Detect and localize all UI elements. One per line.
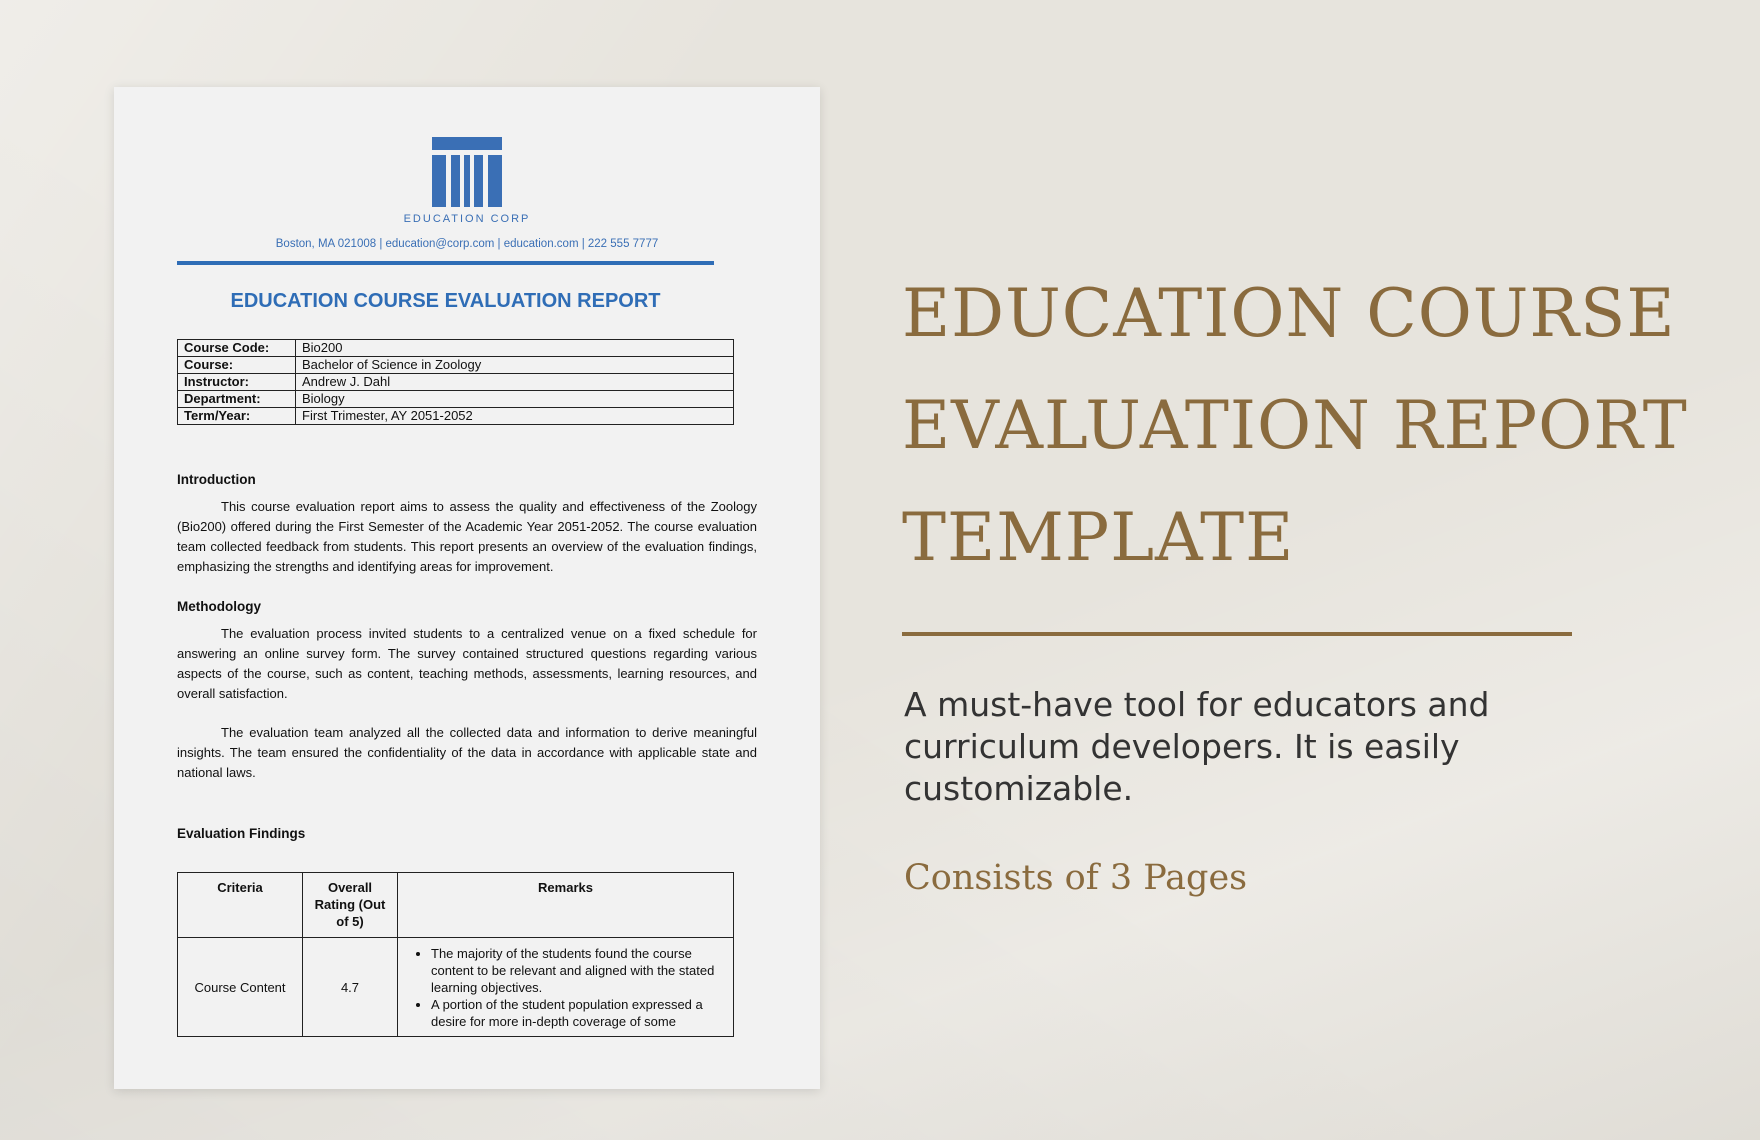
remarks-cell — [398, 938, 734, 1037]
promo-divider — [902, 632, 1572, 636]
info-label: Department: — [178, 391, 296, 408]
info-value: Biology — [296, 391, 734, 408]
column-header-remarks: Remarks — [398, 873, 734, 938]
introduction-text: This course evaluation report aims to assess the quality and effectiveness of the Zoology (Bio200) offered during the First Semester of the Academic Year 2051-2052. The course evaluation team collected feedback from students. This report presents an overview of the evaluation findings, emphasizing the strengths and identifying areas for improvement. — [177, 499, 757, 574]
info-value: Andrew J. Dahl — [296, 374, 734, 391]
page-count-label: Consists of 3 Pages — [904, 858, 1248, 898]
table-header-row — [178, 873, 734, 938]
info-label: Course: — [178, 357, 296, 374]
course-info-table — [177, 339, 734, 425]
table-row — [178, 340, 734, 357]
column-header-rating: Overall Rating (Out of 5) — [303, 873, 398, 938]
document-title: EDUCATION COURSE EVALUATION REPORT — [230, 290, 661, 312]
document-preview — [114, 87, 820, 1089]
info-label: Term/Year: — [178, 408, 296, 425]
table-row — [178, 408, 734, 425]
introduction-heading: Introduction — [177, 472, 256, 487]
evaluation-findings-table — [177, 872, 734, 1037]
contact-line: Boston, MA 021008 | education@corp.com | education.com | 222 555 7777 — [275, 238, 659, 250]
remarks-list — [399, 945, 728, 1030]
criteria-cell: Course Content — [178, 938, 303, 1037]
table-row — [178, 391, 734, 408]
methodology-paragraph-2: The evaluation team analyzed all the collected data and information to derive meaningful insights. The team ensured the confidentiality of the data in accordance with applicable state and national laws. — [177, 725, 757, 780]
methodology-paragraph-1: The evaluation process invited students to a centralized venue on a fixed schedule for answering an online survey form. The survey contained structured questions regarding various aspects of the course, such as content, teaching methods, assessments, learning resources, and overall satisfaction. — [177, 626, 757, 701]
column-header-criteria: Criteria — [178, 873, 303, 938]
promo-subtitle: A must-have tool for educators and curriculum developers. It is easily customizable. — [904, 685, 1490, 808]
info-value: Bachelor of Science in Zoology — [296, 357, 734, 374]
info-value: First Trimester, AY 2051-2052 — [296, 408, 734, 425]
remark-item: • The majority of the students found the course content to be relevant and aligned with the stated learning objectives. — [431, 945, 728, 996]
info-value: Bio200 — [296, 340, 734, 357]
info-label: Course Code: — [178, 340, 296, 357]
methodology-heading: Methodology — [177, 599, 261, 614]
table-row — [178, 357, 734, 374]
table-row — [178, 938, 734, 1037]
table-row — [178, 374, 734, 391]
remark-item: • A portion of the student population expressed a desire for more in-depth coverage of some — [431, 996, 728, 1030]
info-label: Instructor: — [178, 374, 296, 391]
promo-headline: EDUCATION COURSE EVALUATION REPORT TEMPLATE — [902, 275, 1688, 576]
rating-cell: 4.7 — [303, 938, 398, 1037]
logo-text: EDUCATION CORP — [403, 213, 531, 225]
header-divider — [177, 261, 714, 265]
education-corp-logo-icon — [432, 137, 502, 207]
evaluation-findings-heading: Evaluation Findings — [177, 826, 306, 841]
